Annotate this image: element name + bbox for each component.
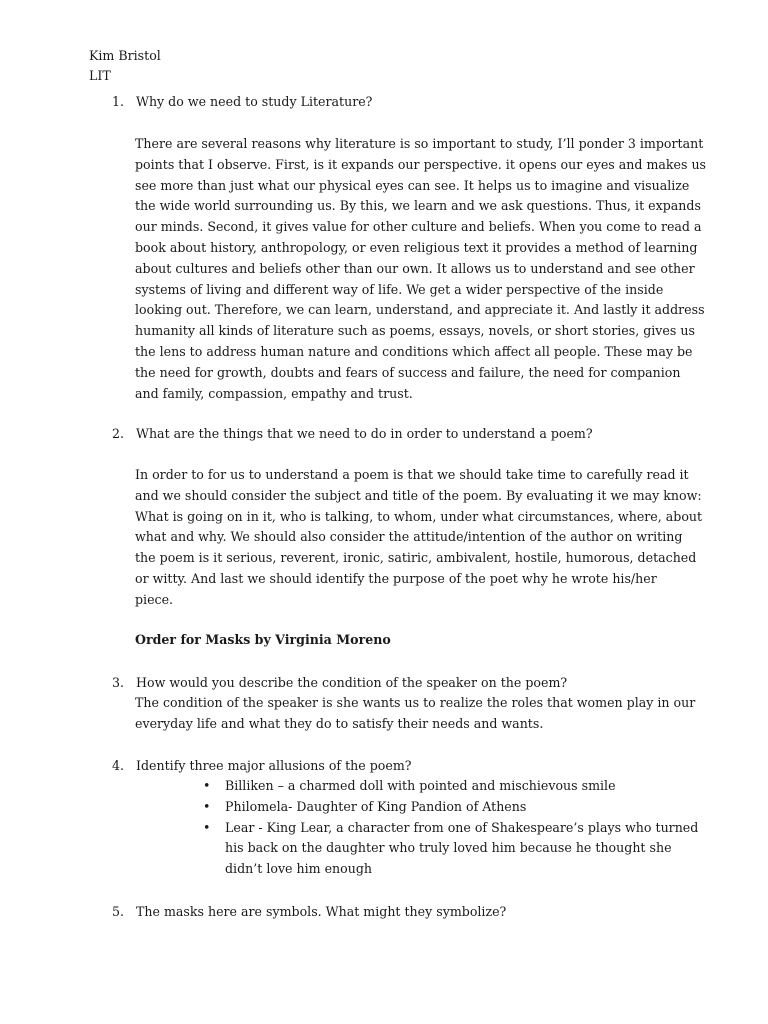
answer-line: everyday life and what they do to satisfy their needs and wants. (135, 715, 544, 731)
answer-line: and family, compassion, empathy and trust. (135, 385, 413, 401)
question-text: Why do we need to study Literature? (136, 94, 373, 109)
section-heading: Order for Masks by Virginia Moreno (135, 632, 391, 647)
answer-line: points that I observe. First, is it expands our perspective. it opens our eyes and makes us (135, 156, 707, 172)
answer-line: and we should consider the subject and title of the poem. By evaluating it we may know: (135, 487, 702, 503)
author-name: Kim Bristol (89, 48, 161, 63)
answer-line: see more than just what our physical eyes can see. It helps us to imagine and visualize (135, 177, 690, 193)
document-header (89, 46, 161, 86)
answer-line: the lens to address human nature and conditions which affect all people. These may be (135, 343, 693, 359)
question-number: 4. (112, 758, 125, 773)
bullet-icon: • (203, 798, 211, 814)
question-text: How would you describe the condition of the speaker on the poem? (136, 675, 568, 690)
answer-line: There are several reasons why literature is so important to study, I’ll ponder 3 important (135, 136, 704, 151)
answer-line: about cultures and beliefs other than our own. It allows us to understand and see other (135, 260, 695, 276)
answer-line: the need for growth, doubts and fears of success and failure, the need for companion (135, 364, 681, 380)
allusion-list (200, 776, 700, 880)
answer-line: piece. (135, 591, 174, 607)
answer-line: What is going on in it, who is talking, to whom, under what circumstances, where, about (135, 508, 703, 524)
question-text: What are the things that we need to do in order to understand a poem? (136, 426, 593, 441)
list-item-text: didn’t love him enough (225, 861, 373, 877)
answer-line: what and why. We should also consider the attitude/intention of the author on writing (135, 529, 683, 545)
answer-line: In order to for us to understand a poem is that we should take time to carefully read it (135, 467, 689, 482)
answer-3 (135, 693, 696, 735)
answer-line: book about history, anthropology, or even religious text it provides a method of learning (135, 239, 698, 255)
question-number: 1. (112, 94, 125, 109)
list-item (200, 818, 700, 880)
answer-line: systems of living and different way of life. We get a wider perspective of the inside (135, 281, 664, 297)
bullet-icon: • (203, 778, 211, 793)
question-text: The masks here are symbols. What might they symbolize? (136, 904, 507, 919)
list-item-text: Billiken – a charmed doll with pointed and mischievous smile (225, 778, 616, 793)
question-number: 3. (112, 675, 125, 690)
answer-2 (135, 465, 703, 611)
question-number: 2. (112, 426, 125, 441)
answer-line: the wide world surrounding us. By this, we learn and we ask questions. Thus, it expands (135, 198, 701, 214)
answer-1 (135, 134, 707, 404)
answer-line: our minds. Second, it gives value for other culture and beliefs. When you come to read a (135, 219, 702, 235)
list-item (200, 797, 700, 818)
question-text: Identify three major allusions of the poem? (136, 758, 412, 773)
list-item (200, 776, 700, 797)
list-item-text: his back on the daughter who truly loved him because he thought she (225, 840, 672, 856)
answer-line: or witty. And last we should identify the purpose of the poet why he wrote his/her (135, 570, 657, 586)
bullet-icon: • (203, 819, 211, 835)
answer-line: the poem is it serious, reverent, ironic, satiric, ambivalent, hostile, humorous, detached (135, 550, 697, 566)
answer-line: humanity all kinds of literature such as poems, essays, novels, or short stories, gives us (135, 323, 695, 339)
list-item-text: Philomela- Daughter of King Pandion of Athens (225, 798, 527, 814)
subject-label: LIT (89, 68, 111, 83)
list-item-text: Lear - King Lear, a character from one of Shakespeare’s plays who turned (225, 819, 699, 835)
answer-line: looking out. Therefore, we can learn, understand, and appreciate it. And lastly it address (135, 302, 705, 318)
question-number: 5. (112, 904, 125, 919)
answer-line: The condition of the speaker is she wants us to realize the roles that women play in our (135, 695, 696, 710)
